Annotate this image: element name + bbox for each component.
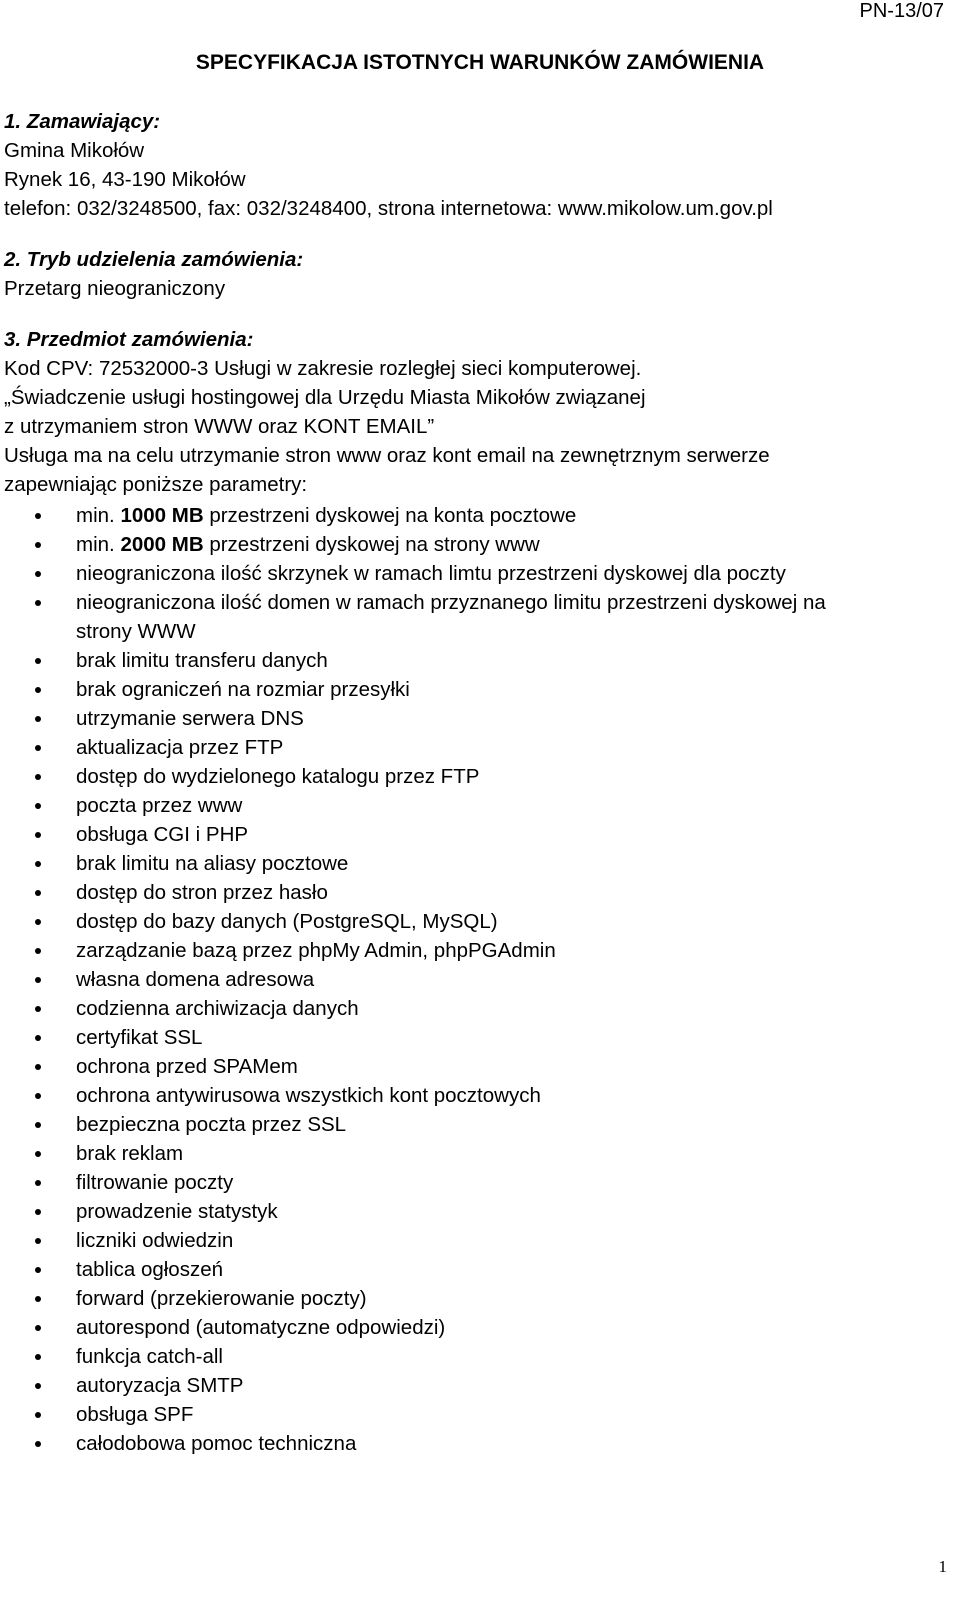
list-item: bezpieczna poczta przez SSL: [4, 1110, 944, 1139]
list-item: prowadzenie statystyk: [4, 1197, 944, 1226]
list-item: codzienna archiwizacja danych: [4, 994, 944, 1023]
section-2-heading: 2. Tryb udzielenia zamówienia:: [4, 248, 304, 271]
list-item: obsługa CGI i PHP: [4, 820, 944, 849]
subject-line-4: zapewniając poniższe parametry:: [4, 473, 308, 496]
list-item: aktualizacja przez FTP: [4, 733, 944, 762]
section-1-heading: 1. Zamawiający:: [4, 110, 161, 133]
list-item: autoryzacja SMTP: [4, 1371, 944, 1400]
list-item: filtrowanie poczty: [4, 1168, 944, 1197]
list-item: min. 1000 MB przestrzeni dyskowej na konta pocztowe: [4, 501, 944, 530]
list-item: utrzymanie serwera DNS: [4, 704, 944, 733]
list-item: brak reklam: [4, 1139, 944, 1168]
list-item: min. 2000 MB przestrzeni dyskowej na strony www: [4, 530, 944, 559]
list-item: brak limitu na aliasy pocztowe: [4, 849, 944, 878]
subject-line-3: Usługa ma na celu utrzymanie stron www oraz kont email na zewnętrznym serwerze: [4, 444, 770, 467]
document-body: [4, 107, 944, 1458]
list-item: poczta przez www: [4, 791, 944, 820]
list-item: ochrona przed SPAMem: [4, 1052, 944, 1081]
list-item: brak ograniczeń na rozmiar przesyłki: [4, 675, 944, 704]
page-number: 1: [938, 1557, 947, 1576]
list-item: dostęp do bazy danych (PostgreSQL, MySQL): [4, 907, 944, 936]
cpv-code: Kod CPV: 72532000-3 Usługi w zakresie rozległej sieci komputerowej.: [4, 357, 642, 380]
list-item: certyfikat SSL: [4, 1023, 944, 1052]
list-item: liczniki odwiedzin: [4, 1226, 944, 1255]
ordering-party-address: Rynek 16, 43-190 Mikołów: [4, 168, 246, 191]
document-title: SPECYFIKACJA ISTOTNYCH WARUNKÓW ZAMÓWIENIA: [195, 51, 765, 74]
list-item: zarządzanie bazą przez phpMy Admin, phpPGAdmin: [4, 936, 944, 965]
ordering-party-contact: telefon: 032/3248500, fax: 032/3248400, strona internetowa: www.mikolow.um.gov.pl: [4, 197, 773, 220]
list-item: tablica ogłoszeń: [4, 1255, 944, 1284]
list-item: ochrona antywirusowa wszystkich kont pocztowych: [4, 1081, 944, 1110]
section-3-heading: 3. Przedmiot zamówienia:: [4, 328, 254, 351]
list-item: funkcja catch-all: [4, 1342, 944, 1371]
procurement-mode: Przetarg nieograniczony: [4, 277, 226, 300]
document-reference: PN-13/07: [859, 0, 944, 22]
list-item: forward (przekierowanie poczty): [4, 1284, 944, 1313]
subject-line-1: „Świadczenie usługi hostingowej dla Urzędu Miasta Mikołów związanej: [4, 386, 646, 409]
parameters-list: [4, 501, 944, 1458]
list-item: autorespond (automatyczne odpowiedzi): [4, 1313, 944, 1342]
list-item: nieograniczona ilość skrzynek w ramach limtu przestrzeni dyskowej dla poczty: [4, 559, 836, 588]
list-item: własna domena adresowa: [4, 965, 944, 994]
list-item: dostęp do stron przez hasło: [4, 878, 944, 907]
list-item: brak limitu transferu danych: [4, 646, 944, 675]
ordering-party-name: Gmina Mikołów: [4, 139, 145, 162]
subject-line-2: z utrzymaniem stron WWW oraz KONT EMAIL”: [4, 415, 435, 438]
list-item: nieograniczona ilość domen w ramach przyznanego limitu przestrzeni dyskowej na strony WWW: [4, 588, 836, 646]
list-item: obsługa SPF: [4, 1400, 944, 1429]
list-item: całodobowa pomoc techniczna: [4, 1429, 944, 1458]
list-item: dostęp do wydzielonego katalogu przez FTP: [4, 762, 944, 791]
